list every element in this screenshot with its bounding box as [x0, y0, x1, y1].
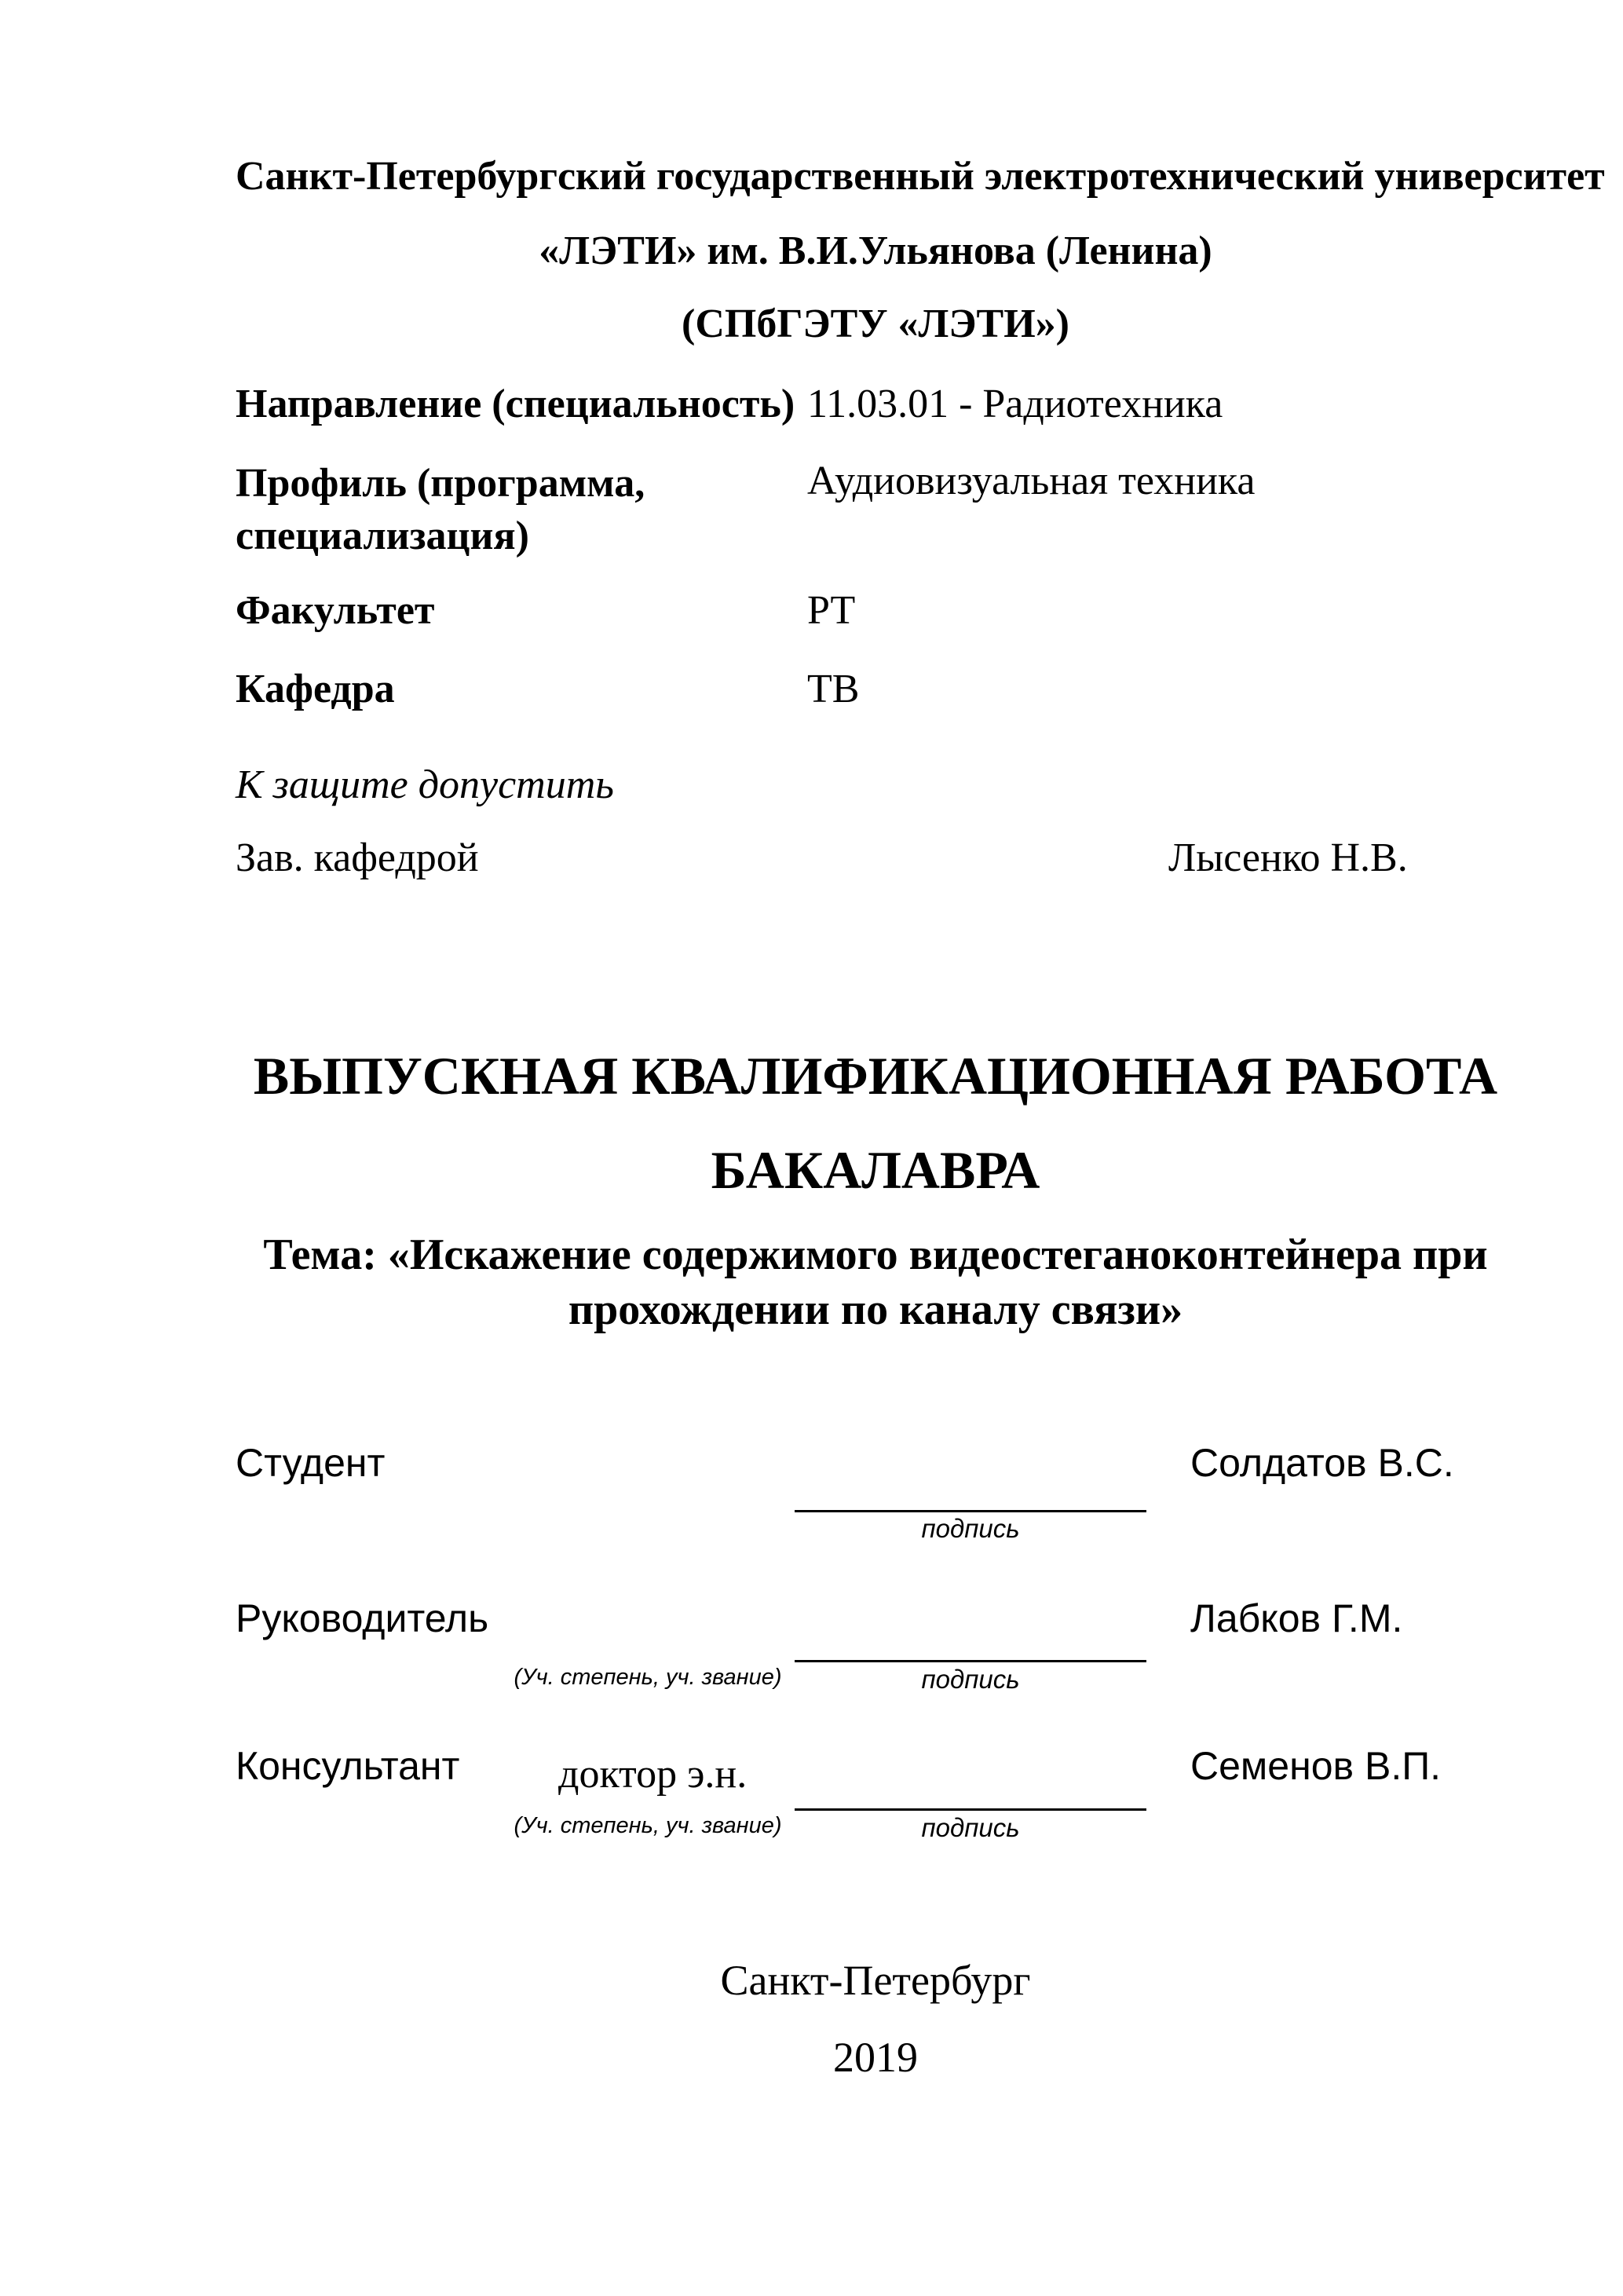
- signer-name-consultant: Семенов В.П.: [1190, 1744, 1442, 1788]
- signature-line-student: [795, 1510, 1146, 1512]
- department-head-label: Зав. кафедрой: [236, 835, 479, 880]
- signer-name-student: Солдатов В.С.: [1190, 1441, 1454, 1485]
- signature-line-consultant: [795, 1808, 1146, 1811]
- degree-note-supervisor: (Уч. степень, уч. звание): [514, 1665, 782, 1690]
- field-label-faculty: Факультет: [236, 588, 435, 633]
- department-head-name: Лысенко Н.В.: [1168, 835, 1408, 880]
- field-label-direction: Направление (специальность): [236, 382, 795, 426]
- admission-note: К защите допустить: [236, 762, 614, 807]
- signature-caption-supervisor: подпись: [921, 1665, 1020, 1694]
- field-label-department: Кафедра: [236, 667, 395, 711]
- signer-role-consultant: Консультант: [236, 1744, 460, 1788]
- signer-name-supervisor: Лабков Г.М.: [1190, 1596, 1403, 1640]
- field-value-faculty: РТ: [807, 588, 856, 633]
- university-abbreviation: (СПбГЭТУ «ЛЭТИ»): [682, 302, 1069, 346]
- footer-year: 2019: [833, 2034, 918, 2081]
- field-label-profile: Профиль (программа, специализация): [236, 461, 645, 558]
- signature-line-supervisor: [795, 1660, 1146, 1662]
- thesis-title-line1: ВЫПУСКНАЯ КВАЛИФИКАЦИОННАЯ РАБОТА: [253, 1046, 1498, 1106]
- university-name-line1: Санкт-Петербургский государственный электротехнический университет: [236, 154, 1605, 199]
- degree-note-consultant: (Уч. степень, уч. звание): [514, 1813, 782, 1838]
- thesis-title-line2: БАКАЛАВРА: [711, 1140, 1040, 1200]
- footer-city: Санкт-Петербург: [720, 1957, 1031, 2004]
- signature-caption-consultant: подпись: [921, 1813, 1020, 1842]
- signer-role-student: Студент: [236, 1441, 386, 1485]
- signer-degree-consultant: доктор э.н.: [558, 1752, 748, 1797]
- signature-caption-student: подпись: [921, 1514, 1020, 1543]
- field-value-direction: 11.03.01 - Радиотехника: [807, 382, 1223, 426]
- thesis-theme-line1: Тема: «Искажение содержимого видеостеганоконтейнера при: [263, 1230, 1488, 1279]
- signer-role-supervisor: Руководитель: [236, 1596, 489, 1640]
- thesis-theme-line2: прохождении по каналу связи»: [568, 1285, 1183, 1334]
- field-value-profile: Аудиовизуальная техника: [807, 459, 1256, 503]
- university-name-line2: «ЛЭТИ» им. В.И.Ульянова (Ленина): [539, 229, 1212, 273]
- field-value-department: ТВ: [807, 667, 860, 711]
